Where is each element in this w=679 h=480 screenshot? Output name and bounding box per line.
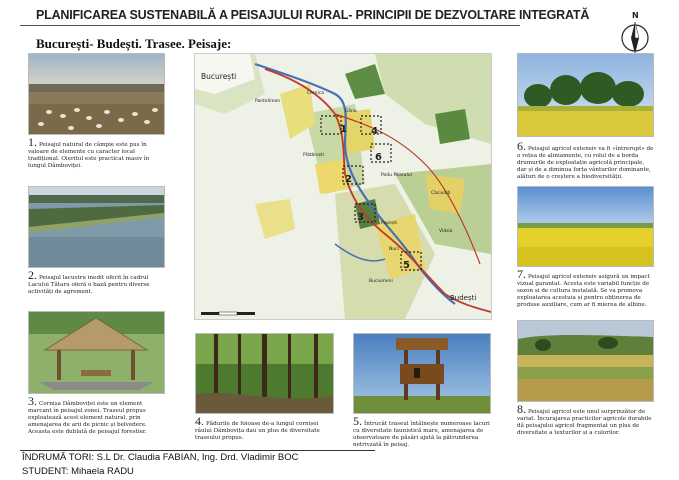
map-marker-2: 2: [345, 174, 352, 185]
photo-steppe-sheep: [28, 53, 165, 135]
map-label-budesti: Budești: [450, 294, 477, 302]
credits-advisors: ÎNDRUMĂ TORI: S.L Dr. Claudia FABIAN, Ing. Drd. Vladimir BOC: [22, 452, 299, 463]
compass-icon: [617, 8, 653, 58]
photo-forest: [195, 333, 334, 414]
credits-divider: [20, 450, 375, 451]
caption-number: 4.: [195, 414, 204, 428]
map-label-popesti: Popești: [381, 221, 398, 226]
caption-3: [28, 396, 164, 436]
map-label-platatesti: Plătărești: [303, 153, 325, 158]
caption-8: [517, 404, 654, 437]
map-marker-1: 1: [340, 124, 347, 135]
map-marker-3: 3: [357, 212, 364, 223]
map-marker-6: 6: [375, 152, 382, 163]
caption-text: Întrucât traseul întâlnește numeroase lacuri cu diversitate faunistică mare, amenajarea de observatoare de păsări ajută la pătrunderea netrivzată în peisaj.: [353, 421, 490, 449]
caption-1: [28, 137, 164, 170]
caption-text: Peisajul lacustru inedit oferit în cadrul Lacului Tătaru oferă o bază pentru diverse activități de agrement.: [28, 275, 150, 296]
map-label-pantelimon: Pantelimon: [255, 99, 281, 104]
caption-number: 5.: [353, 414, 362, 428]
caption-text: Peisajul agricol extensiv va fi «întrerupt» de o rețea de aliniamente, cu rolul de a borda drumurile de exploatație agricolă principale, dar și de a diminua forța vânturilor dominante, alături de o creștere a biodiversității.: [517, 146, 654, 181]
caption-4: [195, 416, 333, 442]
poster-subtitle: București- Budești. Trasee. Peisaje:: [36, 36, 232, 51]
caption-number: 8.: [517, 402, 526, 416]
caption-6: [517, 141, 654, 181]
photo-tree-alignment: [517, 53, 654, 137]
photo-rapeseed-field: [517, 186, 654, 267]
map-label-buciumeni: Buciumeni: [369, 279, 393, 284]
map-label-vlasia: Vlăsia: [439, 229, 453, 234]
credits-student: STUDENT: Mihaela RADU: [22, 466, 134, 477]
photo-agricultural-mosaic: [517, 320, 654, 402]
map-marker-5: 5: [403, 260, 410, 271]
caption-7: [517, 269, 654, 309]
caption-number: 1.: [28, 135, 37, 149]
caption-number: 6.: [517, 139, 526, 153]
compass-north-label: N: [632, 11, 639, 20]
map-label-cernica: Cernica: [307, 91, 325, 96]
photo-picnic-gazebo: [28, 311, 165, 394]
map-label-caciulati: Căciulați: [431, 191, 451, 196]
caption-text: Peisajul agricol extensiv asigură un impact vizual garantat. Acesta este variabil funcție de sezon și de cultura instalată. Se va promova exploatarea acestuia și pentru obținerea de produse auxiliare, cum ar fi mierea de albine.: [517, 274, 650, 309]
map-marker-4: 4: [371, 126, 378, 137]
map-label-podu-pitarului: Podu Pitarului: [381, 173, 412, 178]
map-label-nuci: Nuci: [389, 247, 399, 252]
caption-number: 3.: [28, 394, 37, 408]
caption-text: Peisajul agricol este unul surprinzător de variat. Încurajarea practicilor agricole durabile dă peisajului agricol fragmentat un plus de diversitate a texturilor și a culorilor.: [517, 409, 652, 437]
map-label-bucuresti: București: [201, 72, 237, 81]
caption-number: 7.: [517, 267, 526, 281]
caption-text: Peisajul natural de câmpie este pus în valoare de elemente cu caracter local tradițional. Oieritul este practicat masiv în lungul Dâmboviței.: [28, 142, 150, 170]
map-scale-bar: [201, 312, 255, 315]
caption-text: Pădurile de foioase de-a lungul cornișei râului Dâmbovița dau un plus de diversitate traseului propus.: [195, 421, 320, 442]
caption-5: [353, 416, 491, 449]
route-map: [194, 53, 492, 320]
title-divider: [20, 25, 520, 26]
poster-title: PLANIFICAREA SUSTENABILĂ A PEISAJULUI RURAL- PRINCIPII DE DEZVOLTARE INTEGRATĂ: [36, 8, 590, 22]
caption-number: 2.: [28, 268, 37, 282]
caption-2: [28, 270, 164, 296]
map-label-glina: Glina: [345, 109, 357, 114]
photo-bird-observatory: [353, 333, 491, 414]
caption-text: Cornișa Dâmboviței este un element marcant în peisajul zonei. Traseul propus exploatează acest element natural, prin amenajarea de arii de picnic și belvedere. Aceasta este dublată de peisajul forestier.: [28, 401, 147, 436]
photo-lake: [28, 186, 165, 268]
